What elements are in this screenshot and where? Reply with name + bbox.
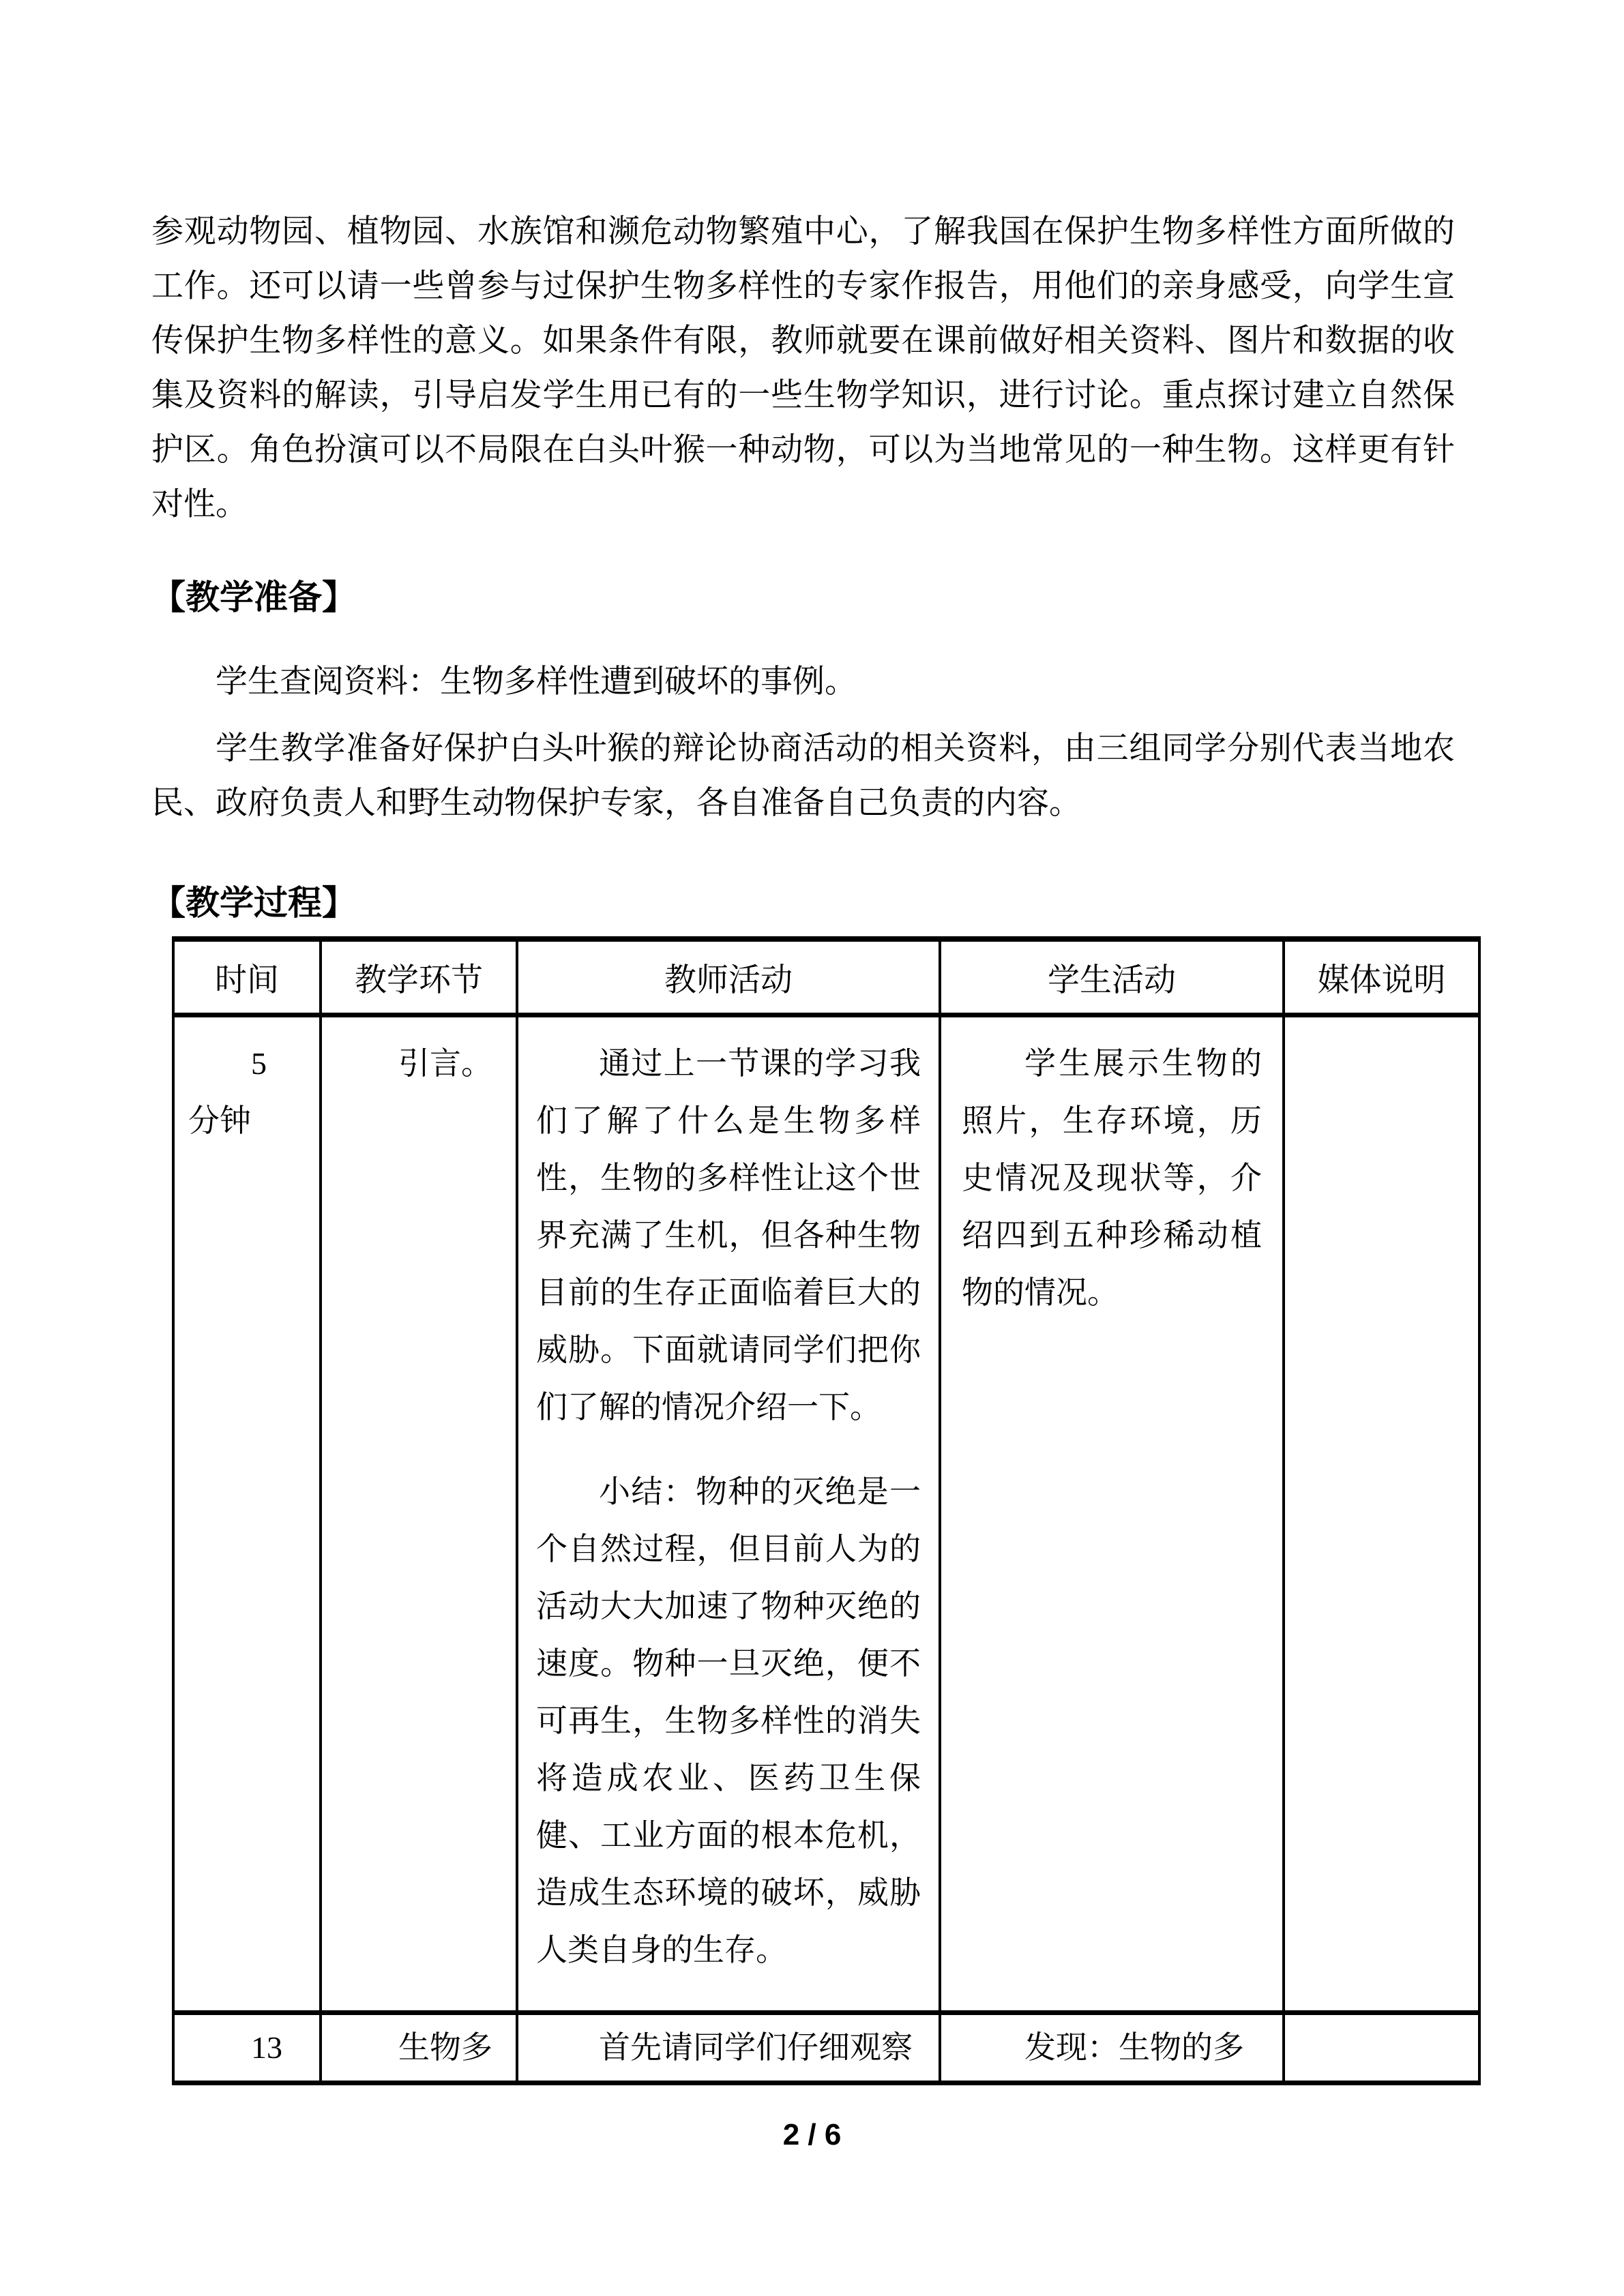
stage-text: 引言。 <box>398 1046 492 1081</box>
col-header-student-activity: 学生活动 <box>940 939 1284 1015</box>
cell-teacher-activity <box>517 1015 940 2013</box>
cell-time <box>173 2013 321 2083</box>
cell-time <box>173 1015 321 2013</box>
cell-student-activity <box>940 1015 1284 2013</box>
page-number: 2 / 6 <box>782 2118 842 2151</box>
prep-paragraph-2: 学生教学准备好保护白头叶猴的辩论协商活动的相关资料，由三组同学分别代表当地农民、政府负责人和野生动物保护专家，各自准备自己负责的内容。 <box>151 731 1455 821</box>
table-row <box>173 2013 1479 2083</box>
cell-teacher-activity <box>517 2013 940 2083</box>
intro-paragraph: 参观动物园、植物园、水族馆和濒危动物繁殖中心，了解我国在保护生物多样性方面所做的工作。还可以请一些曾参与过保护生物多样性的专家作报告，用他们的亲身感受，向学生宣传保护生物多样性的意义。如果条件有限，教师就要在课前做好相关资料、图片和数据的收集及资料的解读，引导启发学生用已有的一些生物学知识，进行讨论。重点探讨建立自然保护区。角色扮演可以不局限在白头叶猴一种动物，可以为当地常见的一种生物。这样更有针对性。 <box>151 214 1455 522</box>
cell-student-activity <box>940 2013 1284 2083</box>
student-paragraph: 学生展示生物的照片，生存环境，历史情况及现状等，介绍四到五种珍稀动植物的情况。 <box>962 1046 1262 1310</box>
table-header-row <box>173 939 1479 1015</box>
prep-paragraph-1: 学生查阅资料：生物多样性遭到破坏的事例。 <box>216 664 857 700</box>
teacher-paragraph: 首先请同学们仔细观察 <box>599 2030 913 2065</box>
cell-media-notes <box>1284 2013 1479 2083</box>
student-paragraph: 发现：生物的多 <box>1024 2030 1244 2065</box>
col-header-teacher-activity: 教师活动 <box>517 939 940 1015</box>
section-heading-preparation: 【教学准备】 <box>151 578 356 616</box>
col-header-stage: 教学环节 <box>321 939 517 1015</box>
time-value: 5 <box>251 1046 267 1081</box>
table-row <box>173 1015 1479 2013</box>
time-unit: 分钟 <box>188 1103 251 1138</box>
col-header-time: 时间 <box>173 939 321 1015</box>
section-heading-process: 【教学过程】 <box>151 884 356 922</box>
cell-stage <box>321 1015 517 2013</box>
teacher-paragraph-1: 通过上一节课的学习我们了解了什么是生物多样性，生物的多样性让这个世界充满了生机，但各种生物目前的生存正面临着巨大的威胁。下面就请同学们把你们了解的情况介绍一下。 <box>536 1046 921 1425</box>
stage-text: 生物多 <box>398 2030 492 2065</box>
col-header-media-notes: 媒体说明 <box>1284 939 1479 1015</box>
cell-media-notes <box>1284 1015 1479 2013</box>
time-value: 13 <box>251 2030 282 2065</box>
teaching-process-table <box>172 936 1481 2085</box>
teacher-paragraph-2: 小结：物种的灭绝是一个自然过程，但目前人为的活动大大加速了物种灭绝的速度。物种一旦灭绝，便不可再生，生物多样性的消失将造成农业、医药卫生保健、工业方面的根本危机，造成生态环境的破坏，威胁人类自身的生存。 <box>536 1474 921 1967</box>
cell-stage <box>321 2013 517 2083</box>
